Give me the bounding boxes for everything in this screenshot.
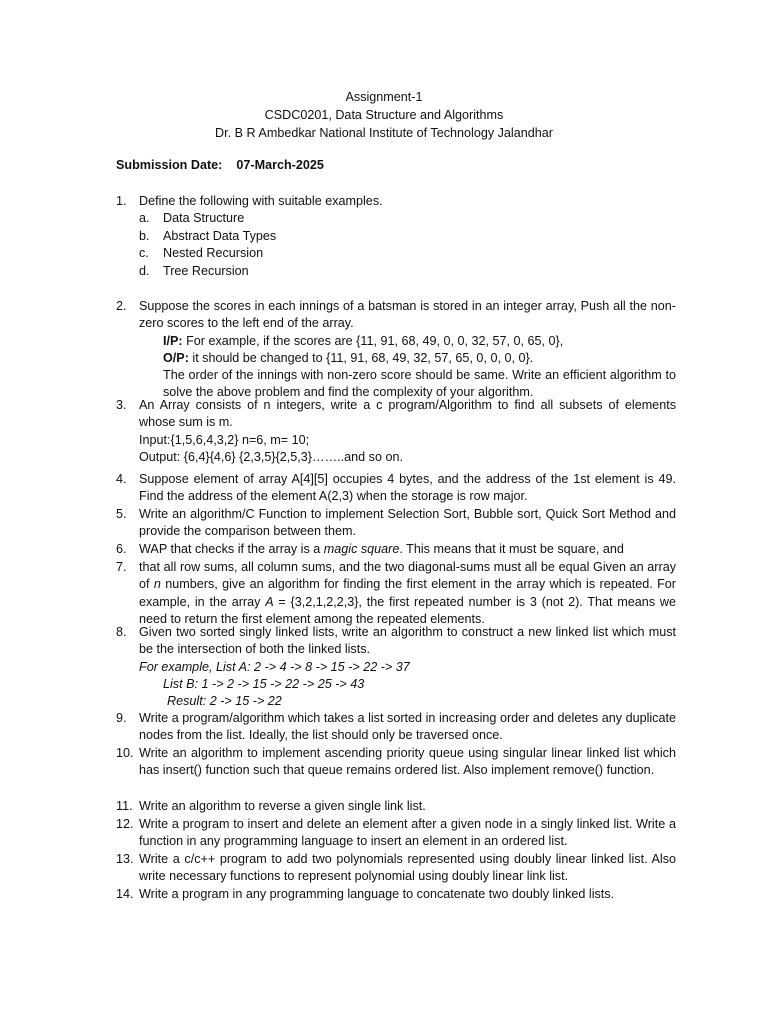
- assignment-title: Assignment-1: [345, 90, 423, 104]
- question-5: [116, 506, 676, 541]
- question-number: 3.: [116, 398, 127, 412]
- question-text: that all row sums, all column sums, and the two diagonal-sums must all be equal Given an array of n numbers, give an algorithm for finding the first element in the array which is repeated. For example, in the array A = {3,2,1,2,2,3}, the first repeated number is 3 (not 2). That means we need to return the first element among the repeated elements.: [139, 560, 676, 626]
- question-text: Given two sorted singly linked lists, write an algorithm to construct a new linked list which must be the intersection of both the linked lists.: [139, 625, 676, 657]
- question-text: An Array consists of n integers, write a c program/Algorithm to find all subsets of elements whose sum is m.: [139, 398, 676, 430]
- course-title: CSDC0201, Data Structure and Algorithms: [264, 108, 504, 122]
- question-number: 2.: [116, 299, 127, 313]
- question-6: [116, 541, 676, 558]
- question-text: Write an algorithm/C Function to implement Selection Sort, Bubble sort, Quick Sort Method and provide the comparison between them.: [139, 507, 676, 539]
- sub-item-b: b. Abstract Data Types: [139, 228, 277, 243]
- question-text: Write a program/algorithm which takes a list sorted in increasing order and deletes any duplicate nodes from the list. Ideally, the list should only be traversed once.: [139, 711, 676, 743]
- question-number: 12.: [116, 817, 134, 831]
- sub-item-c: c. Nested Recursion: [139, 246, 264, 261]
- output-example: Output: {6,4}{4,6} {2,3,5}{2,5,3}……..and so on.: [139, 449, 403, 464]
- question-number: 1.: [116, 194, 127, 208]
- submission-date: [116, 158, 324, 172]
- question-text: Write an algorithm to reverse a given single link list.: [139, 799, 426, 813]
- document-header: [0, 88, 768, 142]
- question-text: Suppose the scores in each innings of a batsman is stored in an integer array, Push all the non-zero scores to the left end of the array.: [139, 299, 676, 331]
- question-3: [116, 397, 676, 466]
- question-text: Define the following with suitable examples.: [139, 194, 383, 208]
- output-example: O/P: it should be changed to {11, 91, 68, 49, 32, 57, 65, 0, 0, 0, 0}.: [163, 350, 534, 365]
- question-text: WAP that checks if the array is a magic square. This means that it must be square, and: [139, 542, 624, 556]
- input-example: I/P: For example, if the scores are {11, 91, 68, 49, 0, 0, 32, 57, 0, 65, 0},: [163, 333, 564, 348]
- question-1: [116, 193, 676, 280]
- institute-name: Dr. B R Ambedkar National Institute of Technology Jalandhar: [215, 126, 553, 140]
- sub-item-a: a. Data Structure: [139, 211, 245, 226]
- submission-date-value: 07-March-2025: [236, 158, 324, 172]
- question-14: [116, 886, 676, 903]
- question-text: Write an algorithm to implement ascending priority queue using singular linear linked list which has insert() function such that queue remains ordered list. Also implement remove() function.: [139, 746, 676, 778]
- submission-label: Submission Date:: [116, 158, 223, 172]
- question-number: 5.: [116, 507, 127, 521]
- question-11: [116, 798, 676, 815]
- question-13: [116, 851, 676, 886]
- question-number: 13.: [116, 852, 134, 866]
- question-number: 9.: [116, 711, 127, 725]
- question-text: Write a program in any programming language to concatenate two doubly linked lists.: [139, 887, 615, 901]
- list-a-example: For example, List A: 2 -> 4 -> 8 -> 15 -> 22 -> 37: [139, 659, 410, 674]
- question-10: [116, 745, 676, 780]
- result-example: Result: 2 -> 15 -> 22: [167, 694, 282, 709]
- question-9: [116, 710, 676, 745]
- question-7: [116, 559, 676, 628]
- question-number: 6.: [116, 542, 127, 556]
- question-2: [116, 298, 676, 402]
- question-note: The order of the innings with non-zero score should be same. Write an efficient algorithm to solve the above problem and find the complexity of your algorithm.: [163, 368, 676, 400]
- sub-item-d: d. Tree Recursion: [139, 263, 249, 278]
- question-number: 14.: [116, 887, 134, 901]
- question-4: [116, 471, 676, 506]
- question-12: [116, 816, 676, 851]
- question-text: Suppose element of array A[4][5] occupies 4 bytes, and the address of the 1st element is 49. Find the address of the element A(2,3) when the storage is row major.: [139, 472, 676, 504]
- question-number: 11.: [116, 799, 133, 813]
- question-text: Write a c/c++ program to add two polynomials represented using doubly linear linked list. Also write necessary functions to represent polynomial using doubly linear link list.: [139, 852, 676, 884]
- question-number: 4.: [116, 472, 127, 486]
- question-text: Write a program to insert and delete an element after a given node in a singly linked list. Write a function in any programming language to insert an element in an ordered list.: [139, 817, 676, 849]
- question-number: 10.: [116, 746, 134, 760]
- question-8: [116, 624, 676, 710]
- question-number: 7.: [116, 560, 127, 574]
- list-b-example: List B: 1 -> 2 -> 15 -> 22 -> 25 -> 43: [163, 676, 365, 691]
- input-example: Input:{1,5,6,4,3,2} n=6, m= 10;: [139, 432, 310, 447]
- question-number: 8.: [116, 625, 127, 639]
